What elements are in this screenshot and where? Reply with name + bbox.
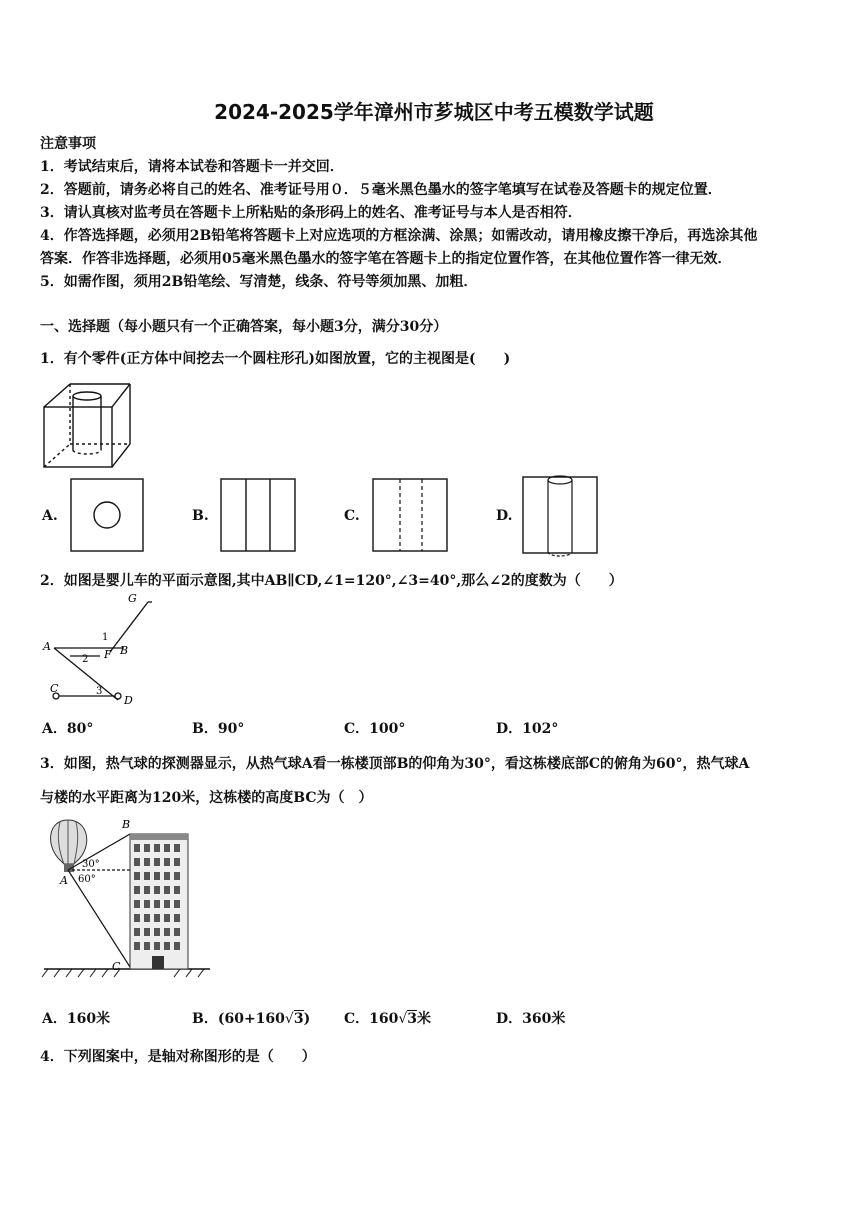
- notice-heading: 注意事项: [40, 136, 96, 152]
- question-1-text: 1．有个零件(正方体中间挖去一个圆柱形孔)如图放置，它的主视图是( ): [40, 351, 511, 367]
- q3-option-b-prefix: B．(60+160: [192, 1011, 285, 1027]
- notice-item-4-cont: 答案．作答非选择题，必须用05毫米黑色墨水的签字笔在答题卡上的指定位置作答，在其他位置作答一律无效．: [40, 251, 732, 267]
- q3-angle-60: 60°: [78, 874, 96, 885]
- notice-item-1: 1．考试结束后，请将本试卷和答题卡一并交回．: [40, 159, 344, 175]
- q2-option-b: B．90°: [192, 721, 245, 737]
- q1-option-d-label: D.: [496, 508, 513, 524]
- page-title: 2024-2025学年漳州市芗城区中考五模数学试题: [214, 100, 654, 124]
- q3-option-b-radicand: 3: [293, 1011, 304, 1027]
- q1-cube-figure: [40, 380, 140, 472]
- q2-angle-3: 3: [96, 686, 103, 697]
- notice-item-2: 2．答题前，请务必将自己的姓名、准考证号用０．５毫米黑色墨水的签字笔填写在试卷及答题卡的规定位置．: [40, 182, 722, 198]
- q3-option-b: [192, 1008, 310, 1028]
- q3-balloon-figure: [40, 814, 216, 984]
- q3-option-c-suffix: 米: [417, 1011, 432, 1027]
- q2-option-c: C．100°: [344, 721, 406, 737]
- building-icon: [130, 834, 188, 969]
- sqrt-icon: √: [284, 1011, 294, 1027]
- section-heading: 一、选择题（每小题只有一个正确答案，每小题3分，满分30分）: [40, 319, 448, 335]
- q2-label-d: D: [124, 694, 133, 707]
- q1-option-a-label: A.: [42, 508, 58, 524]
- q1-option-a-figure: [70, 478, 146, 554]
- question-2-text: 2．如图是婴儿车的平面示意图,其中AB∥CD,∠1=120°,∠3=40°,那么∠2的度数为（ ）: [40, 573, 623, 589]
- question-3-text-line2: 与楼的水平距离为120米，这栋楼的高度BC为（ ）: [40, 790, 373, 806]
- q2-angle-1: 1: [102, 632, 109, 643]
- q3-option-c-radicand: 3: [407, 1011, 418, 1027]
- q2-angle-2: 2: [82, 654, 89, 665]
- q3-label-a: A: [60, 874, 68, 887]
- q1-option-b-label: B.: [192, 508, 209, 524]
- q3-option-d: D．360米: [496, 1011, 566, 1027]
- q2-stroller-figure: [40, 592, 160, 710]
- q2-option-d: D．102°: [496, 721, 559, 737]
- q2-label-g: G: [128, 592, 137, 605]
- q1-option-b-figure: [220, 478, 298, 554]
- q3-option-c-prefix: C．160: [344, 1011, 399, 1027]
- q2-label-a: A: [43, 640, 51, 653]
- q3-option-c: [344, 1008, 431, 1028]
- question-3-text-line1: 3．如图，热气球的探测器显示，从热气球A看一栋楼顶部B的仰角为30°，看这栋楼底部C的俯角为60°，热气球A: [40, 756, 750, 772]
- question-4-text: 4．下列图案中，是轴对称图形的是（ ）: [40, 1049, 316, 1065]
- sqrt-icon: √: [398, 1011, 408, 1027]
- q2-label-c: C: [50, 682, 59, 695]
- notice-item-4: 4．作答选择题，必须用2B铅笔将答题卡上对应选项的方框涂满、涂黑；如需改动，请用橡皮擦干净后，再选涂其他: [40, 228, 758, 244]
- q3-label-b: B: [122, 818, 131, 831]
- q1-option-c-label: C.: [344, 508, 360, 524]
- q3-option-b-suffix: ): [303, 1011, 311, 1027]
- q3-option-a: A．160米: [42, 1011, 111, 1027]
- q2-option-a: A．80°: [42, 721, 94, 737]
- q1-option-d-figure: [522, 474, 600, 558]
- q2-label-f: F: [104, 648, 112, 661]
- notice-item-3: 3．请认真核对监考员在答题卡上所粘贴的条形码上的姓名、准考证号与本人是否相符．: [40, 205, 582, 221]
- q3-angle-30: 30°: [82, 859, 100, 870]
- notice-item-5: 5．如需作图，须用2B铅笔绘、写清楚，线条、符号等须加黑、加粗．: [40, 274, 478, 290]
- q3-label-c: C: [112, 960, 121, 973]
- q1-option-c-figure: [372, 478, 450, 554]
- q2-label-b: B: [120, 644, 129, 657]
